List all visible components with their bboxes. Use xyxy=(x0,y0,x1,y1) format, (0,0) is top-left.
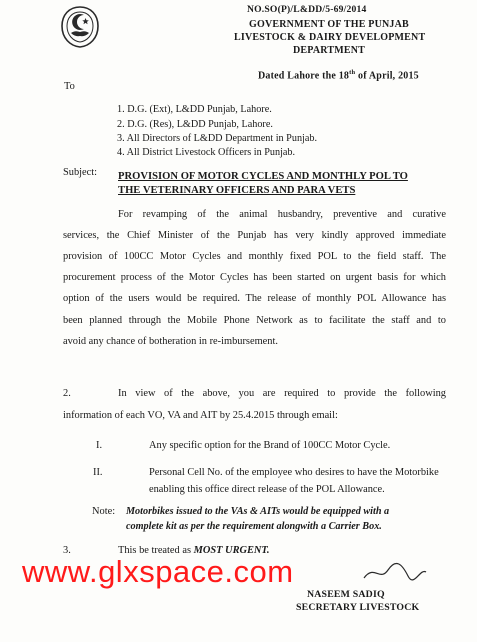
government-line: GOVERNMENT OF THE PUNJAB xyxy=(249,19,409,30)
signatory-title: SECRETARY LIVESTOCK xyxy=(296,602,420,613)
note-line-2: complete kit as per the requirement alongwith a Carrier Box. xyxy=(126,521,382,532)
recipient-4: 4. All District Livestock Officers in Punjab. xyxy=(117,147,296,158)
date-superscript: th xyxy=(349,69,356,76)
paragraph-1-line-6: been planned through the Mobile Phone Network as to facilitate the staff and to xyxy=(63,315,446,326)
paragraph-1-line-2: services, the Chief Minister of the Punjab has very kindly approved immediate xyxy=(63,230,446,241)
item-1-number: I. xyxy=(96,440,103,451)
item-2-number: II. xyxy=(93,467,103,478)
subject-label: Subject: xyxy=(63,167,98,178)
paragraph-3-number: 3. xyxy=(63,545,71,556)
recipient-2: 2. D.G. (Res), L&DD Punjab, Lahore. xyxy=(117,119,273,130)
item-1-text: Any specific option for the Brand of 100CC Motor Cycle. xyxy=(149,440,391,451)
paragraph-1-line-1: For revamping of the animal husbandry, preventive and curative xyxy=(118,209,446,220)
recipient-1: 1. D.G. (Ext), L&DD Punjab, Lahore. xyxy=(117,104,272,115)
item-2-line-2: enabling this office direct release of the POL Allowance. xyxy=(149,484,385,495)
paragraph-3-lead: This be treated as xyxy=(118,545,194,556)
note-label: Note: xyxy=(92,506,116,517)
date-suffix: of April, 2015 xyxy=(355,70,419,82)
paragraph-1-line-7: avoid any chance of botheration in re-imbursement. xyxy=(63,336,278,347)
note-line-1: Motorbikes issued to the VAs & AITs would be equipped with a xyxy=(126,506,390,517)
signature-mark xyxy=(360,560,430,586)
department-line-2: DEPARTMENT xyxy=(293,45,366,56)
department-line-1: LIVESTOCK & DAIRY DEVELOPMENT xyxy=(234,32,426,43)
reference-number: NO.SO(P)/L&DD/5-69/2014 xyxy=(247,4,367,15)
paragraph-2-number: 2. xyxy=(63,388,71,399)
item-2-line-1: Personal Cell No. of the employee who desires to have the Motorbike xyxy=(149,467,439,478)
signatory-name: NASEEM SADIQ xyxy=(307,589,385,600)
subject-line-2: THE VETERINARY OFFICERS AND PARA VETS xyxy=(118,185,356,196)
most-urgent-emphasis: MOST URGENT. xyxy=(193,545,270,556)
punjab-government-logo xyxy=(60,6,100,48)
paragraph-1-line-3: provision of 100CC Motor Cycles and monthly fixed POL to the field staff. The xyxy=(63,251,446,262)
recipient-3: 3. All Directors of L&DD Department in Punjab. xyxy=(117,133,318,144)
to-label: To xyxy=(64,81,75,92)
paragraph-2-line-2: information of each VO, VA and AIT by 25.4.2015 through email: xyxy=(63,410,338,421)
letter-date xyxy=(258,69,419,81)
subject-line-1: PROVISION OF MOTOR CYCLES AND MONTHLY POL TO xyxy=(118,171,408,182)
paragraph-1-line-4: procurement process of the Motor Cycles has been started on urgent basis for which xyxy=(63,272,446,283)
paragraph-1-line-5: option of the users would be required. The release of monthly POL Allowance has xyxy=(63,293,446,304)
date-prefix: Dated Lahore the 18 xyxy=(258,70,350,82)
website-watermark: www.glxspace.com xyxy=(22,554,294,589)
paragraph-2-line-1: In view of the above, you are required to provide the following xyxy=(118,388,446,399)
